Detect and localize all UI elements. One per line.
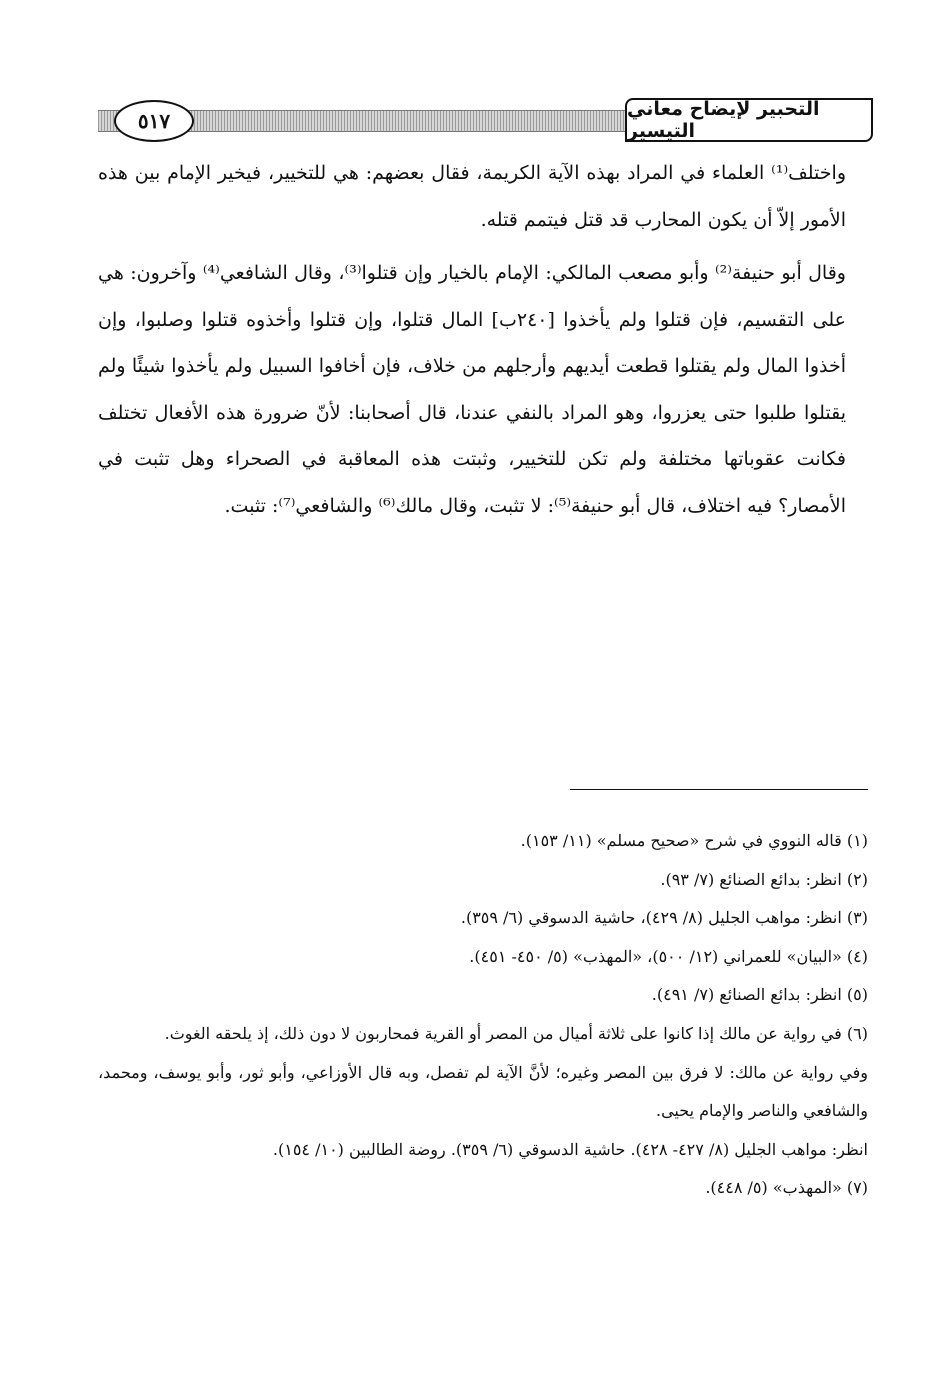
main-text	[98, 150, 866, 529]
footnote: (١) قاله النووي في شرح «صحيح مسلم» (١١/ ١٥٣).	[520, 831, 868, 850]
book-title: التحبير لإيضاح معاني التيسير	[625, 98, 873, 142]
footnote: (٤) «البيان» للعمراني (١٢/ ٥٠٠)، «المهذب» (٥/ ٤٥٠- ٤٥١).	[469, 946, 868, 966]
footnote: (٥) انظر: بدائع الصنائع (٧/ ٤٩١).	[651, 985, 868, 1005]
footnote-separator	[570, 789, 868, 790]
paragraph: واختلف⁽¹⁾ العلماء في المراد بهذه الآية الكريمة، فقال بعضهم: هي للتخيير، فيخير الإمام بين هذه الأمور إلاّ أن يكون المحارب قد قتل فيتمم قتله.	[98, 162, 846, 231]
footnote: (٧) «المهذب» (٥/ ٤٤٨).	[705, 1178, 868, 1198]
footnote-continuation: وفي رواية عن مالك: لا فرق بين المصر وغيره؛ لأنَّ الآية لم تفصل، وبه قال الأوزاعي، وأبو ثور، وأبو يوسف، ومحمد، والشافعي والناصر والإمام يحيى.	[98, 1062, 868, 1121]
footnote: (٢) انظر: بدائع الصنائع (٧/ ٩٣).	[660, 869, 868, 889]
page-header	[98, 100, 873, 146]
footnote: (٦) في رواية عن مالك إذا كانوا على ثلاثة أميال من المصر أو القرية فمحاربون لا دون ذلك، إذ يلحقه الغوث.	[164, 1023, 868, 1043]
footnote-continuation: انظر: مواهب الجليل (٨/ ٤٢٧- ٤٢٨). حاشية الدسوقي (٦/ ٣٥٩). روضة الطالبين (١٠/ ١٥٤).	[272, 1139, 868, 1159]
page-number: ٥١٧	[114, 100, 194, 142]
footnote: (٣) انظر: مواهب الجليل (٨/ ٤٢٩)، حاشية الدسوقي (٦/ ٣٥٩).	[460, 908, 868, 928]
paragraph: وقال أبو حنيفة⁽²⁾ وأبو مصعب المالكي: الإمام بالخيار وإن قتلوا⁽³⁾، وقال الشافعي⁽⁴⁾ وآخرون: هي على التقسيم، فإن قتلوا ولم يأخذوا [٢٤٠ب] المال قتلوا، وإن قتلوا وأخذوه قتلوا وصلبوا، وإن أخذوا المال ولم يقتلوا قطعت أيديهم وأرجلهم من خلاف، فإن أخافوا السبيل ولم يأخذوا شيئًا ولم يقتلوا طلبوا حتى يعزروا، وهو المراد بالنفي عندنا، قال أصحابنا: لأنّ ضرورة هذه الأفعال تختلف فكانت عقوباتها مختلفة ولم تكن للتخيير، وثبتت هذه المعاقبة في الصحراء وهل تثبت في الأمصار؟ فيه اختلاف، قال أبو حنيفة⁽⁵⁾: لا تثبت، وقال مالك⁽⁶⁾ والشافعي⁽⁷⁾: تثبت.	[98, 262, 846, 517]
footnotes	[98, 822, 868, 1208]
